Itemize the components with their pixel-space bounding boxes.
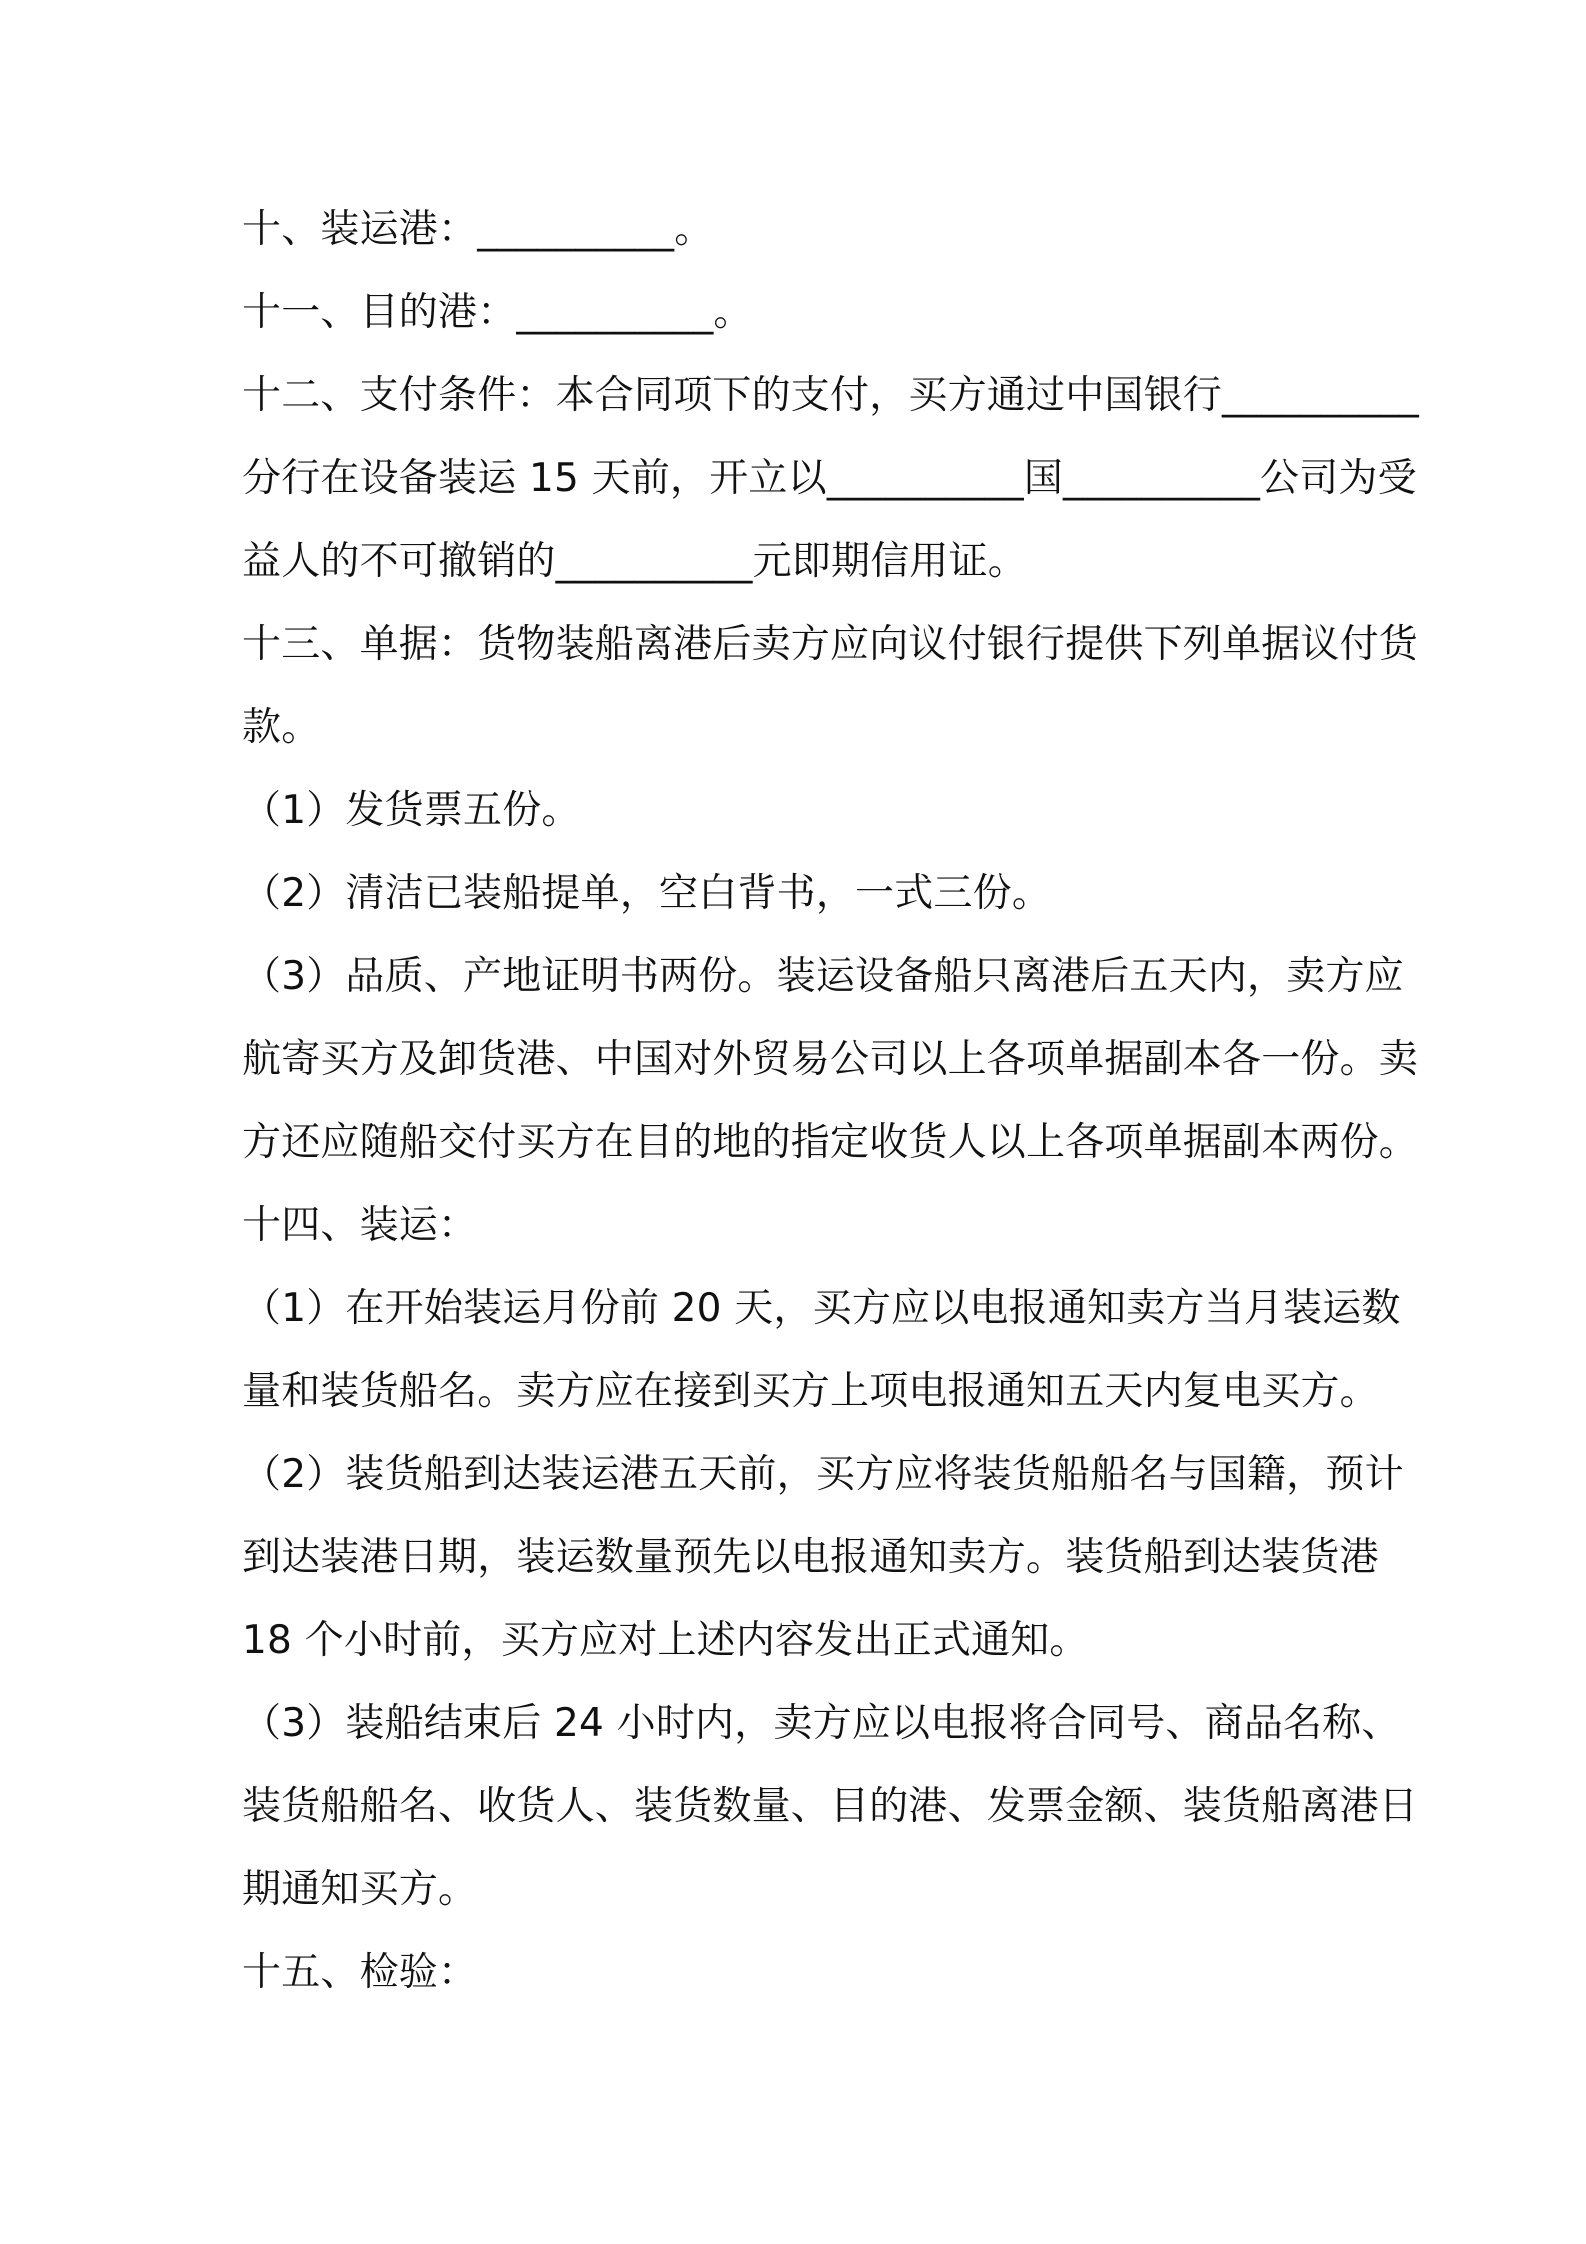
clause-14-item-3-line-1: （3）装船结束后 24 小时内，卖方应以电报将合同号、商品名称、 xyxy=(242,1701,1401,1746)
clause-14-item-1-line-1: （1）在开始装运月份前 20 天，买方应以电报通知卖方当月装运数 xyxy=(242,1286,1401,1331)
clause-13-item-1: （1）发货票五份。 xyxy=(242,788,581,833)
clause-12-payment-line-1: 十二、支付条件：本合同项下的支付，买方通过中国银行__________ xyxy=(242,373,1420,418)
clause-13-item-3-line-1: （3）品质、产地证明书两份。装运设备船只离港后五天内，卖方应 xyxy=(242,954,1404,999)
clause-14-item-2-line-3: 18 个小时前，买方应对上述内容发出正式通知。 xyxy=(242,1618,1089,1663)
clause-13-item-3-line-2: 航寄买方及卸货港、中国对外贸易公司以上各项单据副本各一份。卖 xyxy=(242,1037,1419,1082)
clause-14-item-2-line-1: （2）装货船到达装运港五天前，买方应将装货船船名与国籍，预计 xyxy=(242,1452,1404,1497)
clause-13-documents-line-1: 十三、单据：货物装船离港后卖方应向议付银行提供下列单据议付货 xyxy=(242,622,1419,667)
clause-13-item-3-line-3: 方还应随船交付买方在目的地的指定收货人以上各项单据副本两份。 xyxy=(242,1120,1419,1165)
clause-13-documents-line-2: 款。 xyxy=(242,705,321,750)
clause-10-loading-port: 十、装运港：__________。 xyxy=(242,207,714,252)
clause-14-item-1-line-2: 量和装货船名。卖方应在接到买方上项电报通知五天内复电买方。 xyxy=(242,1369,1379,1414)
clause-14-shipment-heading: 十四、装运： xyxy=(242,1203,478,1248)
clause-13-item-2: （2）清洁已装船提单，空白背书，一式三份。 xyxy=(242,871,1052,916)
clause-14-item-3-line-2: 装货船船名、收货人、装货数量、目的港、发票金额、装货船离港日 xyxy=(242,1784,1419,1829)
clause-12-payment-line-2: 分行在设备装运 15 天前，开立以__________国__________公司为受 xyxy=(242,456,1417,501)
clause-14-item-3-line-3: 期通知买方。 xyxy=(242,1867,478,1912)
clause-12-payment-line-3: 益人的不可撤销的__________元即期信用证。 xyxy=(242,539,1028,584)
clause-15-inspection-heading: 十五、检验： xyxy=(242,1950,478,1995)
clause-14-item-2-line-2: 到达装港日期，装运数量预先以电报通知卖方。装货船到达装货港 xyxy=(242,1535,1379,1580)
clause-11-destination-port: 十一、目的港：__________。 xyxy=(242,290,753,335)
